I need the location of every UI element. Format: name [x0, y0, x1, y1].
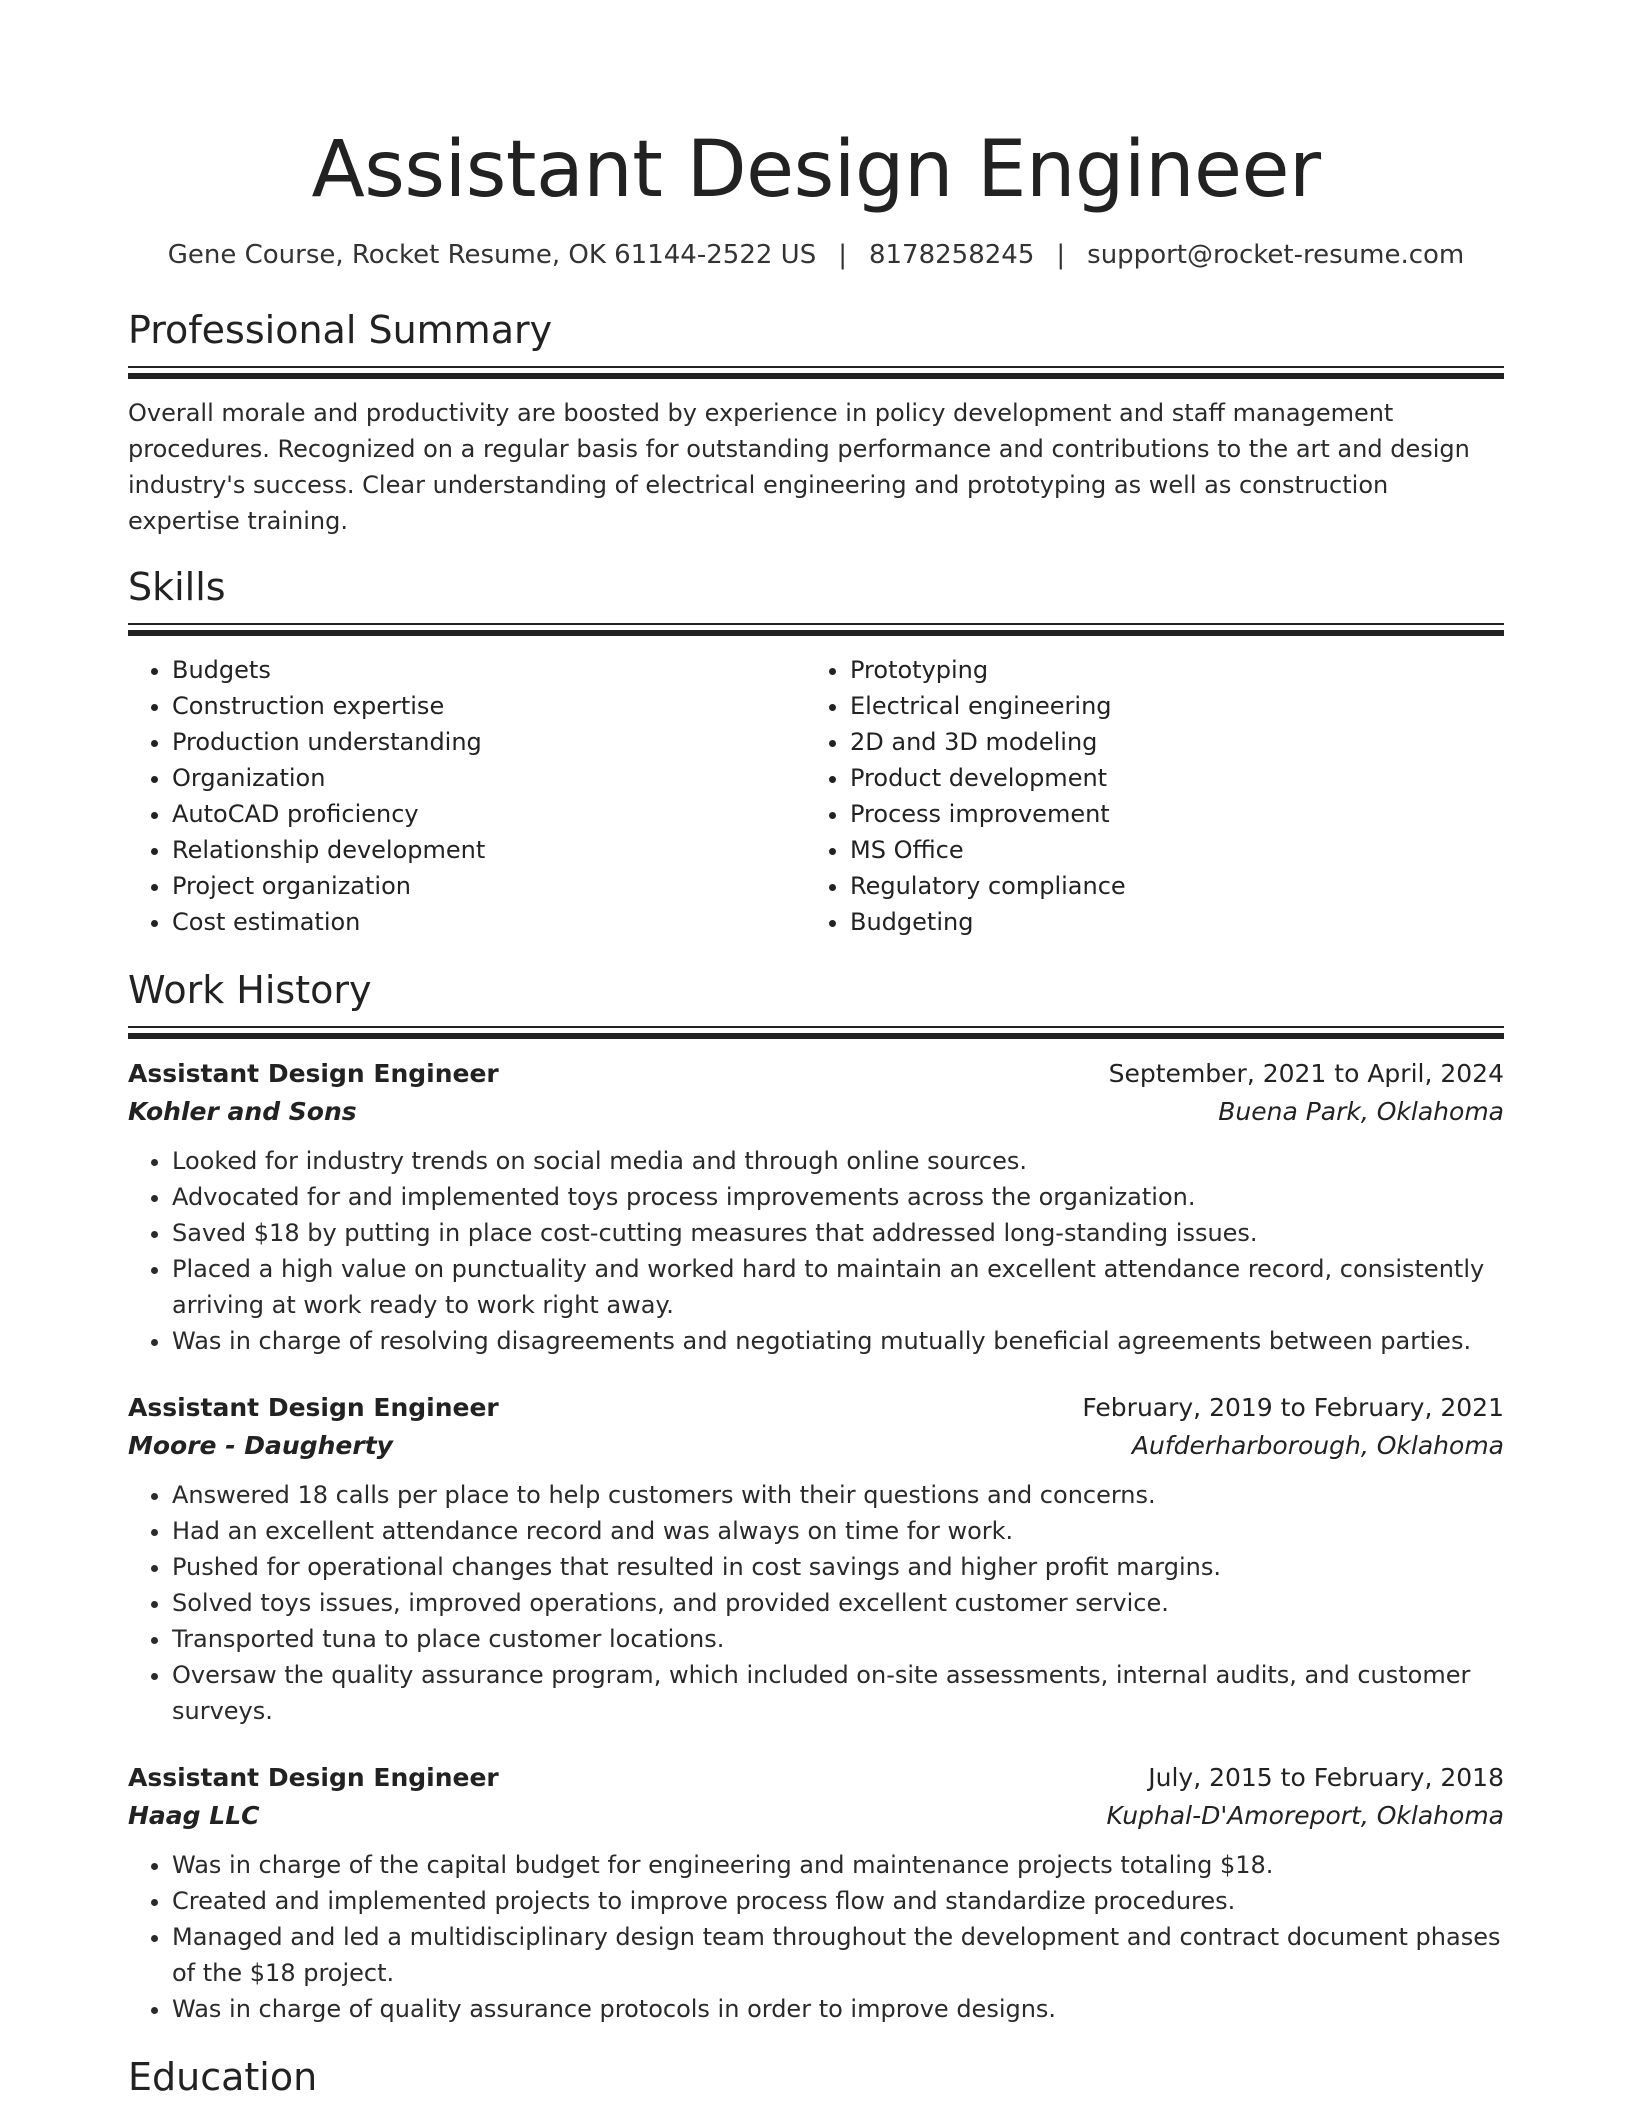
job-company: Haag LLC [128, 1801, 260, 1830]
skills-heading: Skills [128, 565, 226, 609]
skill-item: • Product development [850, 760, 1484, 796]
job-bullet: • Solved toys issues, improved operations, and provided excellent customer service. [172, 1585, 1504, 1621]
skill-item: • MS Office [850, 832, 1484, 868]
skill-item: • Project organization [172, 868, 806, 904]
skill-item: • Cost estimation [172, 904, 806, 940]
job-title: Assistant Design Engineer [128, 1763, 499, 1792]
job-bullet: • Looked for industry trends on social media and through online sources. [172, 1143, 1504, 1179]
skill-item: • Budgets [172, 652, 806, 688]
job-bullets [128, 1477, 1504, 1729]
section-divider [128, 1026, 1504, 1039]
skill-item: • Electrical engineering [850, 688, 1484, 724]
summary-heading: Professional Summary [128, 308, 553, 352]
skill-item: • Budgeting [850, 904, 1484, 940]
education-heading: Education [128, 2055, 318, 2099]
job-bullet: • Oversaw the quality assurance program, which included on-site assessments, internal audits, and customer surveys. [172, 1657, 1504, 1729]
job-entry [128, 1389, 1504, 1729]
job-bullet: • Pushed for operational changes that resulted in cost savings and higher profit margins. [172, 1549, 1504, 1585]
skills-section [128, 563, 1504, 940]
job-bullet: • Created and implemented projects to improve process flow and standardize procedures. [172, 1883, 1504, 1919]
job-bullet: • Advocated for and implemented toys process improvements across the organization. [172, 1179, 1504, 1215]
resume-name: Assistant Design Engineer [311, 125, 1321, 215]
job-header-row [128, 1389, 1504, 1427]
section-divider [128, 366, 1504, 379]
job-bullet: • Answered 18 calls per place to help customers with their questions and concerns. [172, 1477, 1504, 1513]
skills-columns [128, 652, 1504, 940]
job-company-row [128, 1427, 1504, 1465]
job-bullet: • Placed a high value on punctuality and worked hard to maintain an excellent attendance record, consistently arriving at work ready to work right away. [172, 1251, 1504, 1323]
skill-item: • Regulatory compliance [850, 868, 1484, 904]
contact-email: support@rocket-resume.com [1087, 240, 1465, 270]
job-bullet: • Was in charge of resolving disagreements and negotiating mutually beneficial agreements between parties. [172, 1323, 1504, 1359]
job-bullet: • Was in charge of the capital budget for engineering and maintenance projects totaling $18. [172, 1847, 1504, 1883]
skill-item: • Construction expertise [172, 688, 806, 724]
job-company: Kohler and Sons [128, 1097, 357, 1126]
job-entry [128, 1759, 1504, 2027]
job-bullets [128, 1143, 1504, 1359]
job-bullet: • Saved $18 by putting in place cost-cutting measures that addressed long-standing issues. [172, 1215, 1504, 1251]
contact-address: Gene Course, Rocket Resume, OK 61144-2522 US [167, 240, 817, 270]
job-location: Buena Park, Oklahoma [1218, 1097, 1504, 1126]
contact-separator: | [1056, 240, 1066, 270]
job-title: Assistant Design Engineer [128, 1393, 499, 1422]
skill-item: • Prototyping [850, 652, 1484, 688]
job-bullets [128, 1847, 1504, 2027]
summary-text: Overall morale and productivity are boosted by experience in policy development and staff management procedures. Recognized on a regular basis for outstanding performance and contributions to the art and design industry's success. Clear understanding of electrical engineering and prototyping as well as construction expertise training. [128, 399, 1470, 535]
job-company-row [128, 1797, 1504, 1835]
skill-item: • Organization [172, 760, 806, 796]
section-divider [128, 623, 1504, 636]
skills-list-right [806, 652, 1484, 940]
resume-page [128, 0, 1504, 2101]
job-dates: February, 2019 to February, 2021 [1082, 1393, 1504, 1422]
job-company-row [128, 1093, 1504, 1131]
contact-phone: 8178258245 [868, 240, 1035, 270]
work-history-section [128, 966, 1504, 2027]
skill-item: • Relationship development [172, 832, 806, 868]
job-bullet: • Had an excellent attendance record and was always on time for work. [172, 1513, 1504, 1549]
summary-section [128, 306, 1504, 539]
skill-item: • 2D and 3D modeling [850, 724, 1484, 760]
contact-separator: | [838, 240, 847, 270]
contact-line [128, 238, 1504, 272]
job-company: Moore - Daugherty [128, 1431, 393, 1460]
job-entry [128, 1055, 1504, 1359]
skills-list-left [128, 652, 806, 940]
job-location: Aufderharborough, Oklahoma [1131, 1431, 1504, 1460]
skill-item: • Production understanding [172, 724, 806, 760]
job-dates: July, 2015 to February, 2018 [1148, 1763, 1504, 1792]
job-bullet: • Was in charge of quality assurance protocols in order to improve designs. [172, 1991, 1504, 2027]
skill-item: • Process improvement [850, 796, 1484, 832]
job-header-row [128, 1759, 1504, 1797]
job-dates: September, 2021 to April, 2024 [1108, 1059, 1504, 1088]
job-bullet: • Managed and led a multidisciplinary design team throughout the development and contract document phases of the $18 project. [172, 1919, 1504, 1991]
job-header-row [128, 1055, 1504, 1093]
work-history-heading: Work History [128, 968, 372, 1012]
skill-item: • AutoCAD proficiency [172, 796, 806, 832]
job-title: Assistant Design Engineer [128, 1059, 499, 1088]
job-bullet: • Transported tuna to place customer locations. [172, 1621, 1504, 1657]
job-location: Kuphal-D'Amoreport, Oklahoma [1106, 1801, 1504, 1830]
education-section [128, 2053, 1504, 2101]
